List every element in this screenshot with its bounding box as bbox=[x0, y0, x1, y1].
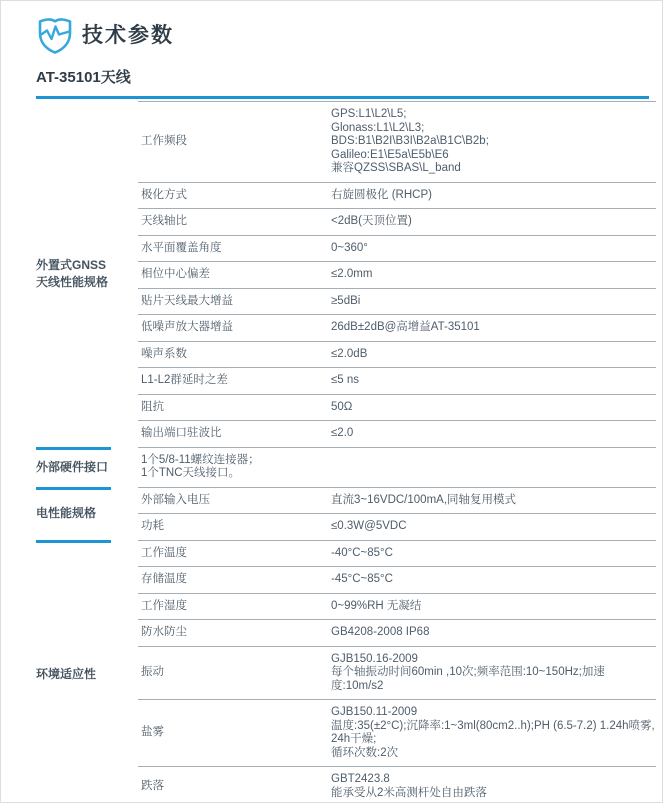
spec-row bbox=[138, 289, 656, 316]
shield-wave-icon bbox=[36, 14, 74, 55]
spec-row bbox=[138, 209, 656, 236]
spec-param-value: 0~99%RH 无凝结 bbox=[331, 599, 422, 612]
spec-row bbox=[138, 448, 656, 488]
spec-param-name: 输出端口驻波比 bbox=[141, 427, 222, 439]
spec-section bbox=[36, 488, 656, 541]
spec-param-value: -40°C~85°C bbox=[331, 546, 393, 559]
spec-full-text: 1个5/8-11螺纹连接器； 1个TNC天线接口。 bbox=[141, 453, 260, 479]
spec-param-name: 跌落 bbox=[141, 779, 164, 792]
header-divider bbox=[36, 96, 649, 99]
spec-row bbox=[138, 541, 656, 568]
spec-param-value: ≥5dBi bbox=[331, 294, 361, 307]
spec-param-name: 贴片天线最大增益 bbox=[141, 294, 233, 307]
page-title: 技术参数 bbox=[82, 24, 174, 47]
section-label: 外部硬件接口 bbox=[36, 448, 138, 488]
spec-param-value: ≤0.3W@5VDC bbox=[331, 520, 407, 532]
spec-param-value: ≤2.0dB bbox=[331, 347, 368, 360]
spec-param-value: GJB150.16-2009 每个轴振动时间60min ,10次;频率范围:10~150Hz;加速度:10m/s2 bbox=[331, 652, 605, 692]
page-header bbox=[36, 11, 656, 57]
spec-section bbox=[36, 541, 656, 803]
spec-row bbox=[138, 647, 656, 701]
spec-param-value: 26dB±2dB@高增益AT-35101 bbox=[331, 321, 480, 333]
spec-param-name: 噪声系数 bbox=[141, 347, 187, 360]
spec-param-value: 右旋圆极化 (RHCP) bbox=[331, 188, 432, 201]
spec-param-value: GB4208-2008 IP68 bbox=[331, 626, 430, 638]
section-label: 电性能规格 bbox=[36, 488, 138, 541]
spec-param-value: GBT2423.8 能承受从2米高测杆处自由跌落 bbox=[331, 773, 487, 799]
spec-param-value: GJB150.11-2009 温度:35(±2°C);沉降率:1~3ml(80cm2..h);PH (6.5-7.2) 1.24h喷雾, 24h干燥; 循环次数:2次 bbox=[331, 706, 655, 759]
spec-table bbox=[36, 101, 656, 803]
spec-param-value: 50Ω bbox=[331, 400, 353, 413]
spec-param-name: 低噪声放大器增益 bbox=[141, 321, 233, 333]
spec-param-name: 振动 bbox=[141, 666, 164, 678]
spec-param-value: 直流3~16VDC/100mA,同轴复用模式 bbox=[331, 493, 517, 506]
spec-param-name: 阻抗 bbox=[141, 400, 164, 413]
product-name: AT-35101天线 bbox=[36, 69, 131, 86]
spec-row bbox=[138, 594, 656, 621]
spec-row bbox=[138, 514, 656, 541]
spec-param-name: L1-L2群延时之差 bbox=[141, 374, 228, 386]
section-rows bbox=[138, 448, 656, 488]
spec-row bbox=[138, 102, 656, 183]
section-label: 外置式GNSS 天线性能规格 bbox=[36, 101, 138, 448]
spec-section bbox=[36, 101, 656, 448]
section-rows bbox=[138, 488, 656, 541]
spec-param-value: <2dB(天顶位置) bbox=[331, 215, 412, 227]
spec-row bbox=[138, 368, 656, 395]
spec-param-name: 外部输入电压 bbox=[141, 493, 210, 506]
spec-row bbox=[138, 767, 656, 803]
spec-param-name: 功耗 bbox=[141, 520, 164, 532]
spec-param-name: 工作频段 bbox=[141, 135, 187, 147]
spec-param-value: ≤2.0 bbox=[331, 427, 354, 439]
spec-row bbox=[138, 236, 656, 263]
spec-param-value: -45°C~85°C bbox=[331, 573, 393, 585]
spec-row bbox=[138, 395, 656, 422]
spec-param-name: 防水防尘 bbox=[141, 626, 187, 638]
section-rows bbox=[138, 541, 656, 803]
spec-row bbox=[138, 567, 656, 594]
spec-param-name: 工作湿度 bbox=[141, 599, 187, 612]
spec-row bbox=[138, 262, 656, 289]
spec-param-value: ≤2.0mm bbox=[331, 268, 373, 280]
spec-param-value: GPS:L1\L2\L5; Glonass:L1\L2\L3; BDS:B1\B2I\B3I\B2a\B1C\B2b; Galileo:E1\E5a\E5b\E6 兼容QZSS\SBAS\L_band bbox=[331, 108, 489, 174]
spec-row bbox=[138, 421, 656, 448]
spec-row bbox=[138, 342, 656, 369]
spec-param-value: ≤5 ns bbox=[331, 374, 360, 386]
spec-param-name: 存储温度 bbox=[141, 573, 187, 585]
spec-param-name: 相位中心偏差 bbox=[141, 268, 210, 280]
spec-param-name: 天线轴比 bbox=[141, 215, 187, 227]
spec-row bbox=[138, 183, 656, 210]
spec-param-name: 水平面覆盖角度 bbox=[141, 241, 222, 254]
spec-row bbox=[138, 315, 656, 342]
spec-param-name: 极化方式 bbox=[141, 188, 187, 201]
spec-param-name: 工作温度 bbox=[141, 546, 187, 559]
spec-section bbox=[36, 448, 656, 488]
section-label: 环境适应性 bbox=[36, 541, 138, 803]
spec-param-name: 盐雾 bbox=[141, 726, 164, 739]
section-rows bbox=[138, 101, 656, 448]
spec-row bbox=[138, 620, 656, 647]
spec-row bbox=[138, 700, 656, 767]
spec-row bbox=[138, 488, 656, 515]
spec-param-value: 0~360° bbox=[331, 241, 368, 254]
